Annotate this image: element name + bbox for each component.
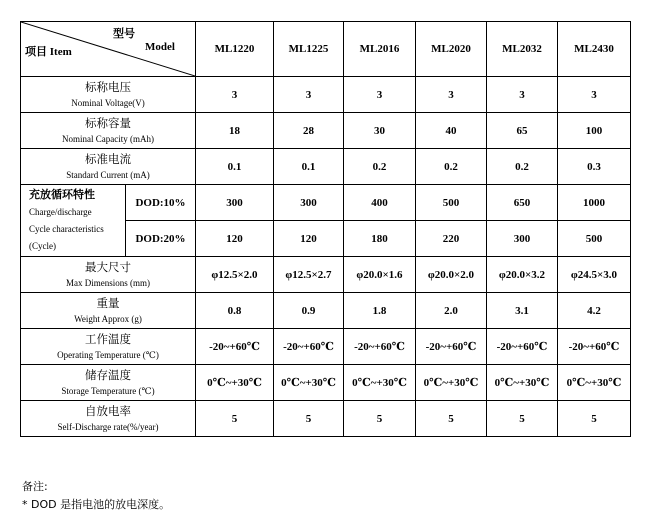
table-cell: 1.8: [344, 293, 416, 329]
table-cell: 0.8: [196, 293, 274, 329]
table-row: [21, 401, 631, 437]
row-label-zh: 工作温度: [85, 333, 131, 346]
table-cell: 3.1: [487, 293, 558, 329]
row-label-en: Standard Current (mA): [66, 169, 150, 180]
table-row: [21, 257, 631, 293]
table-cell: 3: [558, 77, 631, 113]
row-label-zh: 最大尺寸: [85, 261, 131, 274]
table-cell: 3: [274, 77, 344, 113]
table-cell: 3: [416, 77, 487, 113]
table-cell: -20~+60℃: [344, 329, 416, 365]
row-label-en: Max Dimensions (mm): [66, 277, 150, 288]
row-label-en: Operating Temperature (℃): [57, 349, 159, 360]
table-row: [21, 113, 631, 149]
table-cell: 18: [196, 113, 274, 149]
table-cell: 30: [344, 113, 416, 149]
row-label-zh: 标称容量: [85, 117, 131, 130]
model-header: ML1220: [196, 22, 274, 77]
notes: [22, 478, 170, 514]
table-row: [21, 293, 631, 329]
table-cell: 5: [558, 401, 631, 437]
dod10-label: DOD:10%: [126, 185, 196, 221]
corner-model-en: Model: [145, 41, 175, 53]
cycle-label-en1: Charge/discharge: [29, 206, 92, 217]
table-cell: φ20.0×3.2: [487, 257, 558, 293]
row-label-en: Nominal Voltage(V): [71, 97, 145, 108]
table-cell: -20~+60℃: [558, 329, 631, 365]
table-cell: 0.2: [416, 149, 487, 185]
header-corner-cell: [21, 22, 196, 77]
table-cell: 400: [344, 185, 416, 221]
table-cell: 0℃~+30℃: [487, 365, 558, 401]
table-cell: 0.1: [274, 149, 344, 185]
table-cell: 0℃~+30℃: [558, 365, 631, 401]
table-cell: 0.9: [274, 293, 344, 329]
cycle-label: [21, 185, 126, 257]
table-cell: 5: [344, 401, 416, 437]
row-label-zh: 自放电率: [85, 405, 131, 418]
table-cell: -20~+60℃: [416, 329, 487, 365]
table-cell: 220: [416, 221, 487, 257]
table-cell: 120: [274, 221, 344, 257]
cycle-label-en2: Cycle characteristics: [29, 223, 104, 234]
table-cell: φ12.5×2.7: [274, 257, 344, 293]
table-cell: 0℃~+30℃: [196, 365, 274, 401]
table-cell: 650: [487, 185, 558, 221]
row-label: [21, 329, 196, 365]
table-cell: 5: [416, 401, 487, 437]
table-cell: 0.2: [487, 149, 558, 185]
row-label-zh: 标准电流: [85, 153, 131, 166]
table-cell: 500: [558, 221, 631, 257]
table-cell: 0.2: [344, 149, 416, 185]
table-cell: 0℃~+30℃: [274, 365, 344, 401]
table-cell: 300: [274, 185, 344, 221]
table-cell: φ20.0×2.0: [416, 257, 487, 293]
table-cell: φ24.5×3.0: [558, 257, 631, 293]
table-row: [21, 149, 631, 185]
table-cell: 4.2: [558, 293, 631, 329]
row-label: [21, 293, 196, 329]
spec-table: [20, 21, 631, 437]
notes-title: 备注:: [22, 480, 48, 493]
table-row: [21, 185, 631, 221]
table-cell: φ12.5×2.0: [196, 257, 274, 293]
table-cell: 300: [196, 185, 274, 221]
cycle-label-zh: 充放循环特性: [29, 188, 95, 201]
model-header: ML2016: [344, 22, 416, 77]
row-label: [21, 77, 196, 113]
table-cell: 5: [274, 401, 344, 437]
table-row: [21, 77, 631, 113]
table-cell: 500: [416, 185, 487, 221]
table-row: [21, 365, 631, 401]
row-label-en: Self-Discharge rate(%/year): [57, 421, 159, 432]
dod20-label: DOD:20%: [126, 221, 196, 257]
row-label-zh: 储存温度: [85, 369, 131, 382]
row-label: [21, 257, 196, 293]
corner-item-label: 项目 Item: [25, 46, 72, 58]
table-cell: 0℃~+30℃: [344, 365, 416, 401]
row-label-zh: 重量: [96, 297, 120, 310]
table-cell: 0.3: [558, 149, 631, 185]
cycle-label-en3: (Cycle): [29, 240, 56, 251]
header-row: [21, 22, 631, 77]
table-cell: 100: [558, 113, 631, 149]
row-label-en: Storage Temperature (℃): [61, 385, 155, 396]
model-header: ML2430: [558, 22, 631, 77]
notes-line: * DOD 是指电池的放电深度。: [22, 498, 171, 511]
model-header: ML2020: [416, 22, 487, 77]
table-cell: 1000: [558, 185, 631, 221]
table-cell: 3: [196, 77, 274, 113]
corner-model-zh: 型号: [113, 28, 135, 40]
table-cell: φ20.0×1.6: [344, 257, 416, 293]
table-cell: 3: [344, 77, 416, 113]
model-header: ML1225: [274, 22, 344, 77]
table-row: [21, 329, 631, 365]
table-cell: 0℃~+30℃: [416, 365, 487, 401]
table-cell: 5: [487, 401, 558, 437]
row-label-en: Weight Approx (g): [74, 313, 142, 324]
table-cell: -20~+60℃: [196, 329, 274, 365]
table-cell: 40: [416, 113, 487, 149]
table-cell: 5: [196, 401, 274, 437]
row-label: [21, 113, 196, 149]
row-label: [21, 149, 196, 185]
model-header: ML2032: [487, 22, 558, 77]
table-cell: 180: [344, 221, 416, 257]
row-label: [21, 401, 196, 437]
table-cell: 120: [196, 221, 274, 257]
table-cell: -20~+60℃: [274, 329, 344, 365]
row-label: [21, 365, 196, 401]
table-cell: 300: [487, 221, 558, 257]
table-cell: -20~+60℃: [487, 329, 558, 365]
table-cell: 65: [487, 113, 558, 149]
table-cell: 0.1: [196, 149, 274, 185]
table-cell: 28: [274, 113, 344, 149]
table-cell: 3: [487, 77, 558, 113]
table-cell: 2.0: [416, 293, 487, 329]
row-label-zh: 标称电压: [85, 81, 131, 94]
row-label-en: Nominal Capacity (mAh): [62, 133, 154, 144]
